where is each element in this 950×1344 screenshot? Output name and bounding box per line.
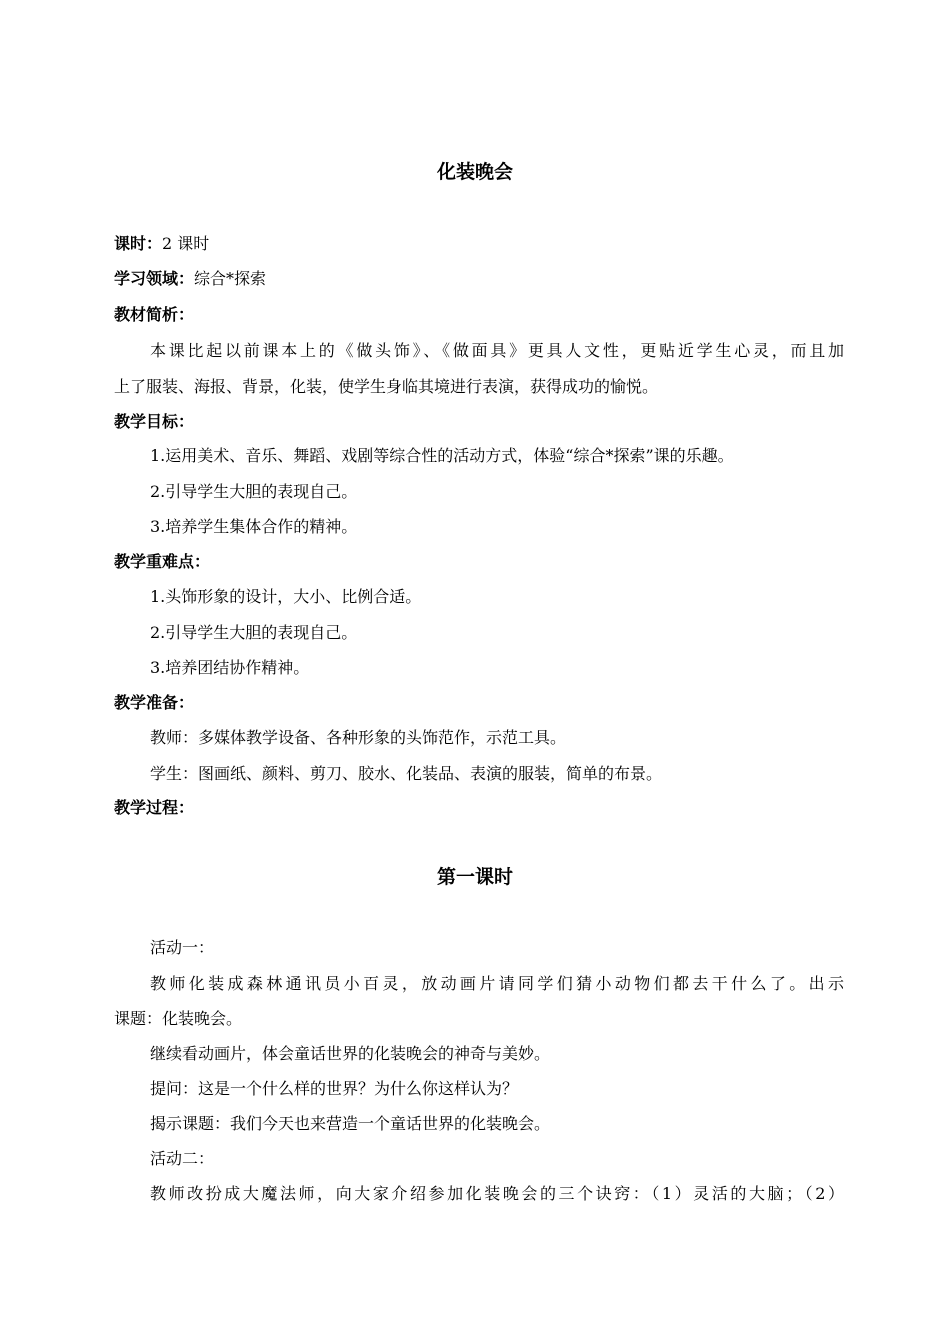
preparation-heading: 教学准备： (114, 693, 195, 712)
activity1-paragraph-3: 提问：这是一个什么样的世界？为什么你这样认为？ (150, 1079, 519, 1098)
class-hours-label: 课时： (114, 234, 163, 253)
activity1-paragraph-line-2: 课题：化装晚会。 (114, 1009, 243, 1028)
process-heading: 教学过程： (114, 798, 195, 817)
activity1-label: 活动一： (150, 938, 215, 957)
goals-heading: 教学目标： (114, 412, 195, 431)
domain-value: 综合*探索 (194, 269, 267, 288)
key-point-item-3: 3.培养团结协作精神。 (150, 658, 310, 677)
goal-item-2: 2.引导学生大胆的表现自己。 (150, 482, 358, 501)
domain-line (114, 268, 844, 290)
class-hours-line (114, 233, 844, 255)
activity2-label: 活动二： (150, 1149, 215, 1168)
key-point-item-2: 2.引导学生大胆的表现自己。 (150, 623, 358, 642)
domain-label: 学习领域： (114, 269, 195, 288)
materials-heading: 教材简析： (114, 305, 195, 324)
lesson1-title: 第一课时 (436, 866, 513, 888)
materials-paragraph-line-2: 上了服装、海报、背景，化装，使学生身临其境进行表演，获得成功的愉悦。 (114, 377, 659, 396)
goal-item-3: 3.培养学生集体合作的精神。 (150, 517, 358, 536)
activity1-paragraph-4: 揭示课题：我们今天也来营造一个童话世界的化装晚会。 (150, 1114, 551, 1133)
preparation-teacher: 教师：多媒体教学设备、各种形象的头饰范作，示范工具。 (150, 728, 567, 747)
activity1-paragraph-2: 继续看动画片，体会童话世界的化装晚会的神奇与美妙。 (150, 1044, 551, 1063)
materials-paragraph-line-1: 本课比起以前课本上的《做头饰》、《做面具》更具人文性，更贴近学生心灵，而且加 (150, 341, 844, 360)
key-point-item-1: 1.头饰形象的设计，大小、比例合适。 (150, 587, 422, 606)
activity1-paragraph-line-1: 教师化装成森林通讯员小百灵，放动画片请同学们猜小动物们都去干什么了。出示 (150, 974, 844, 993)
goal-item-1: 1.运用美术、音乐、舞蹈、戏剧等综合性的活动方式，体验“综合*探索”课的乐趣。 (150, 446, 734, 465)
activity2-paragraph-line-1: 教师改扮成大魔法师，向大家介绍参加化装晚会的三个诀窍：（1）灵活的大脑；（2） (150, 1184, 844, 1203)
preparation-students: 学生：图画纸、颜料、剪刀、胶水、化装品、表演的服装，简单的布景。 (150, 764, 663, 783)
document-title: 化装晚会 (436, 161, 513, 183)
class-hours-value: 2 课时 (162, 234, 210, 253)
key-points-heading: 教学重难点： (114, 552, 211, 571)
